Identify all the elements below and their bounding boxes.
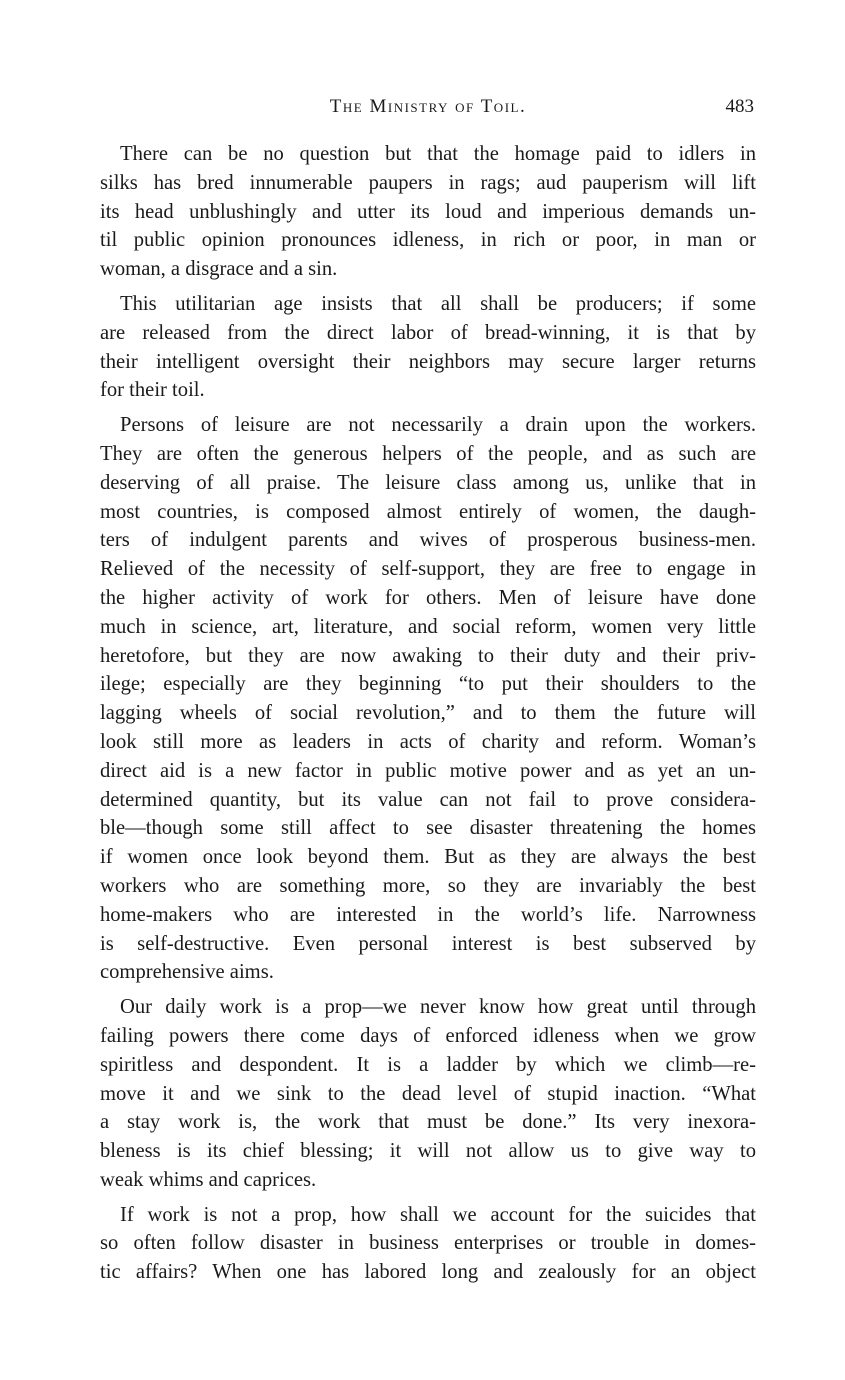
body-text	[100, 140, 756, 1293]
text-line: This utilitarian age insists that all shall be producers; if some	[120, 292, 756, 315]
running-title: The Ministry of Toil.	[329, 96, 527, 117]
text-line: woman, a disgrace and a sin.	[100, 258, 338, 281]
text-line: home-makers who are interested in the world’s life. Narrowness	[100, 903, 756, 926]
text-line: If work is not a prop, how shall we account for the suicides that	[120, 1203, 756, 1226]
text-line: silks has bred innumerable paupers in rags; aud pauperism will lift	[100, 171, 756, 194]
text-line: if women once look beyond them. But as they are always the best	[100, 846, 756, 869]
text-line: Our daily work is a prop—we never know how great until through	[120, 996, 756, 1019]
text-line: workers who are something more, so they are invariably the best	[100, 874, 756, 897]
text-line: its head unblushingly and utter its loud and imperious demands un-	[100, 200, 756, 223]
text-line: Relieved of the necessity of self-support, they are free to engage in	[100, 558, 756, 581]
page-number: 483	[725, 96, 754, 117]
text-line: bleness is its chief blessing; it will not allow us to give way to	[100, 1140, 756, 1163]
text-line: til public opinion pronounces idleness, in rich or poor, in man or	[100, 229, 756, 252]
text-line: are released from the direct labor of bread-winning, it is that by	[100, 321, 756, 344]
text-line: spiritless and despondent. It is a ladder by which we climb—re-	[100, 1053, 756, 1076]
text-line: Persons of leisure are not necessarily a drain upon the workers.	[120, 414, 756, 437]
text-line: comprehensive aims.	[100, 961, 274, 984]
text-line: They are often the generous helpers of the people, and as such are	[100, 442, 756, 465]
text-line: much in science, art, literature, and social reform, women very little	[100, 615, 756, 638]
text-line: deserving of all praise. The leisure class among us, unlike that in	[100, 471, 756, 494]
paragraph-3	[100, 411, 756, 987]
text-line: ilege; especially are they beginning “to put their shoulders to the	[100, 673, 756, 696]
text-line: determined quantity, but its value can not fail to prove considera-	[100, 788, 756, 811]
paragraph-1	[100, 140, 756, 284]
text-line: for their toil.	[100, 379, 205, 402]
text-line: lagging wheels of social revolution,” and to them the future will	[100, 702, 756, 725]
text-line: move it and we sink to the dead level of stupid inaction. “What	[100, 1082, 756, 1105]
text-line: ters of indulgent parents and wives of prosperous business-men.	[100, 529, 756, 552]
text-line: weak whims and caprices.	[100, 1168, 317, 1191]
text-line: ble—though some still affect to see disaster threatening the homes	[100, 817, 756, 840]
text-line: most countries, is composed almost entirely of women, the daugh-	[100, 500, 756, 523]
text-line: their intelligent oversight their neighbors may secure larger returns	[100, 350, 756, 373]
running-head	[100, 96, 756, 126]
text-line: failing powers there come days of enforced idleness when we grow	[100, 1024, 756, 1047]
text-line: look still more as leaders in acts of charity and reform. Woman’s	[100, 730, 756, 753]
text-line: a stay work is, the work that must be done.” Its very inexora-	[100, 1111, 756, 1134]
paragraph-5	[100, 1201, 756, 1287]
text-line: the higher activity of work for others. Men of leisure have done	[100, 586, 756, 609]
text-line: tic affairs? When one has labored long and zealously for an object	[100, 1261, 756, 1284]
text-line: so often follow disaster in business enterprises or trouble in domes-	[100, 1232, 756, 1255]
paragraph-4	[100, 993, 756, 1195]
text-line: is self-destructive. Even personal interest is best subserved by	[100, 932, 756, 955]
text-line: direct aid is a new factor in public motive power and as yet an un-	[100, 759, 756, 782]
text-line: There can be no question but that the homage paid to idlers in	[120, 143, 756, 165]
paragraph-2	[100, 290, 756, 405]
text-line: heretofore, but they are now awaking to their duty and their priv-	[100, 644, 756, 667]
